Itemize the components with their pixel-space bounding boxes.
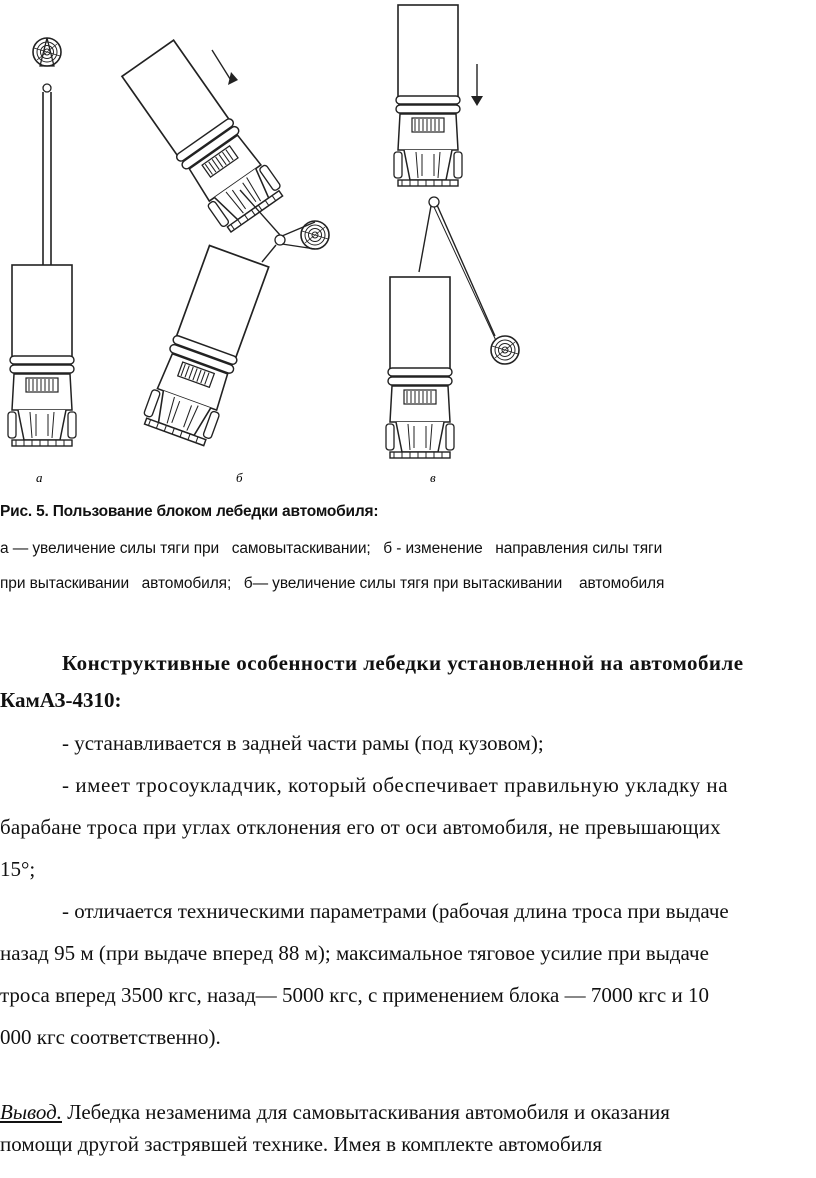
figure-caption-line-2: при вытаскивании автомобиля; б— увеличение силы тягя при вытаскивании автомобиля — [0, 575, 665, 592]
figure-caption-line-1: а — увеличение силы тяги при самовытаскивании; б - изменение направления силы тяги — [0, 540, 663, 557]
conclusion-text: Лебедка незаменима для самовытаскивания автомобиля и оказания — [62, 1100, 670, 1124]
section-heading-line-1: Конструктивные особенности лебедки установленной на автомобиле — [62, 651, 744, 675]
feature-3-line-3: троса вперед 3500 кгс, назад— 5000 кгс, с применением блока — 7000 кгс и 10 — [0, 983, 709, 1007]
feature-2-line-2: барабане троса при углах отклонения его от оси автомобиля, не превышающих — [0, 815, 721, 839]
feature-1-line-1: - устанавливается в задней части рамы (под кузовом); — [62, 731, 544, 755]
conclusion-line-2: помощи другой застрявшей технике. Имея в комплекте автомобиля — [0, 1132, 603, 1156]
panel-label-b: б — [236, 470, 243, 485]
panel-c-drawing — [386, 5, 519, 485]
winch-block-figure — [0, 0, 540, 492]
panel-label-c: в — [430, 470, 436, 485]
panel-b-drawing — [119, 38, 329, 485]
feature-3-line-2: назад 95 м (при выдаче вперед 88 м); максимальное тяговое усилие при выдаче — [0, 941, 709, 965]
section-heading-line-2: КамАЗ-4310: — [0, 688, 122, 712]
feature-3-line-4: 000 кгс соответственно). — [0, 1025, 221, 1049]
panel-label-a: а — [36, 470, 43, 485]
feature-2-line-1: - имеет тросоукладчик, который обеспечивает правильную укладку на — [62, 773, 729, 797]
conclusion-lead: Вывод. — [0, 1100, 62, 1124]
feature-3-line-1: - отличается техническими параметрами (рабочая длина троса при выдаче — [62, 899, 729, 923]
panel-a-drawing — [8, 38, 76, 485]
figure-caption-title: Рис. 5. Пользование блоком лебедки автомобиля: — [0, 503, 379, 520]
feature-2-line-3: 15°; — [0, 857, 36, 881]
conclusion-line-1 — [0, 1100, 670, 1125]
